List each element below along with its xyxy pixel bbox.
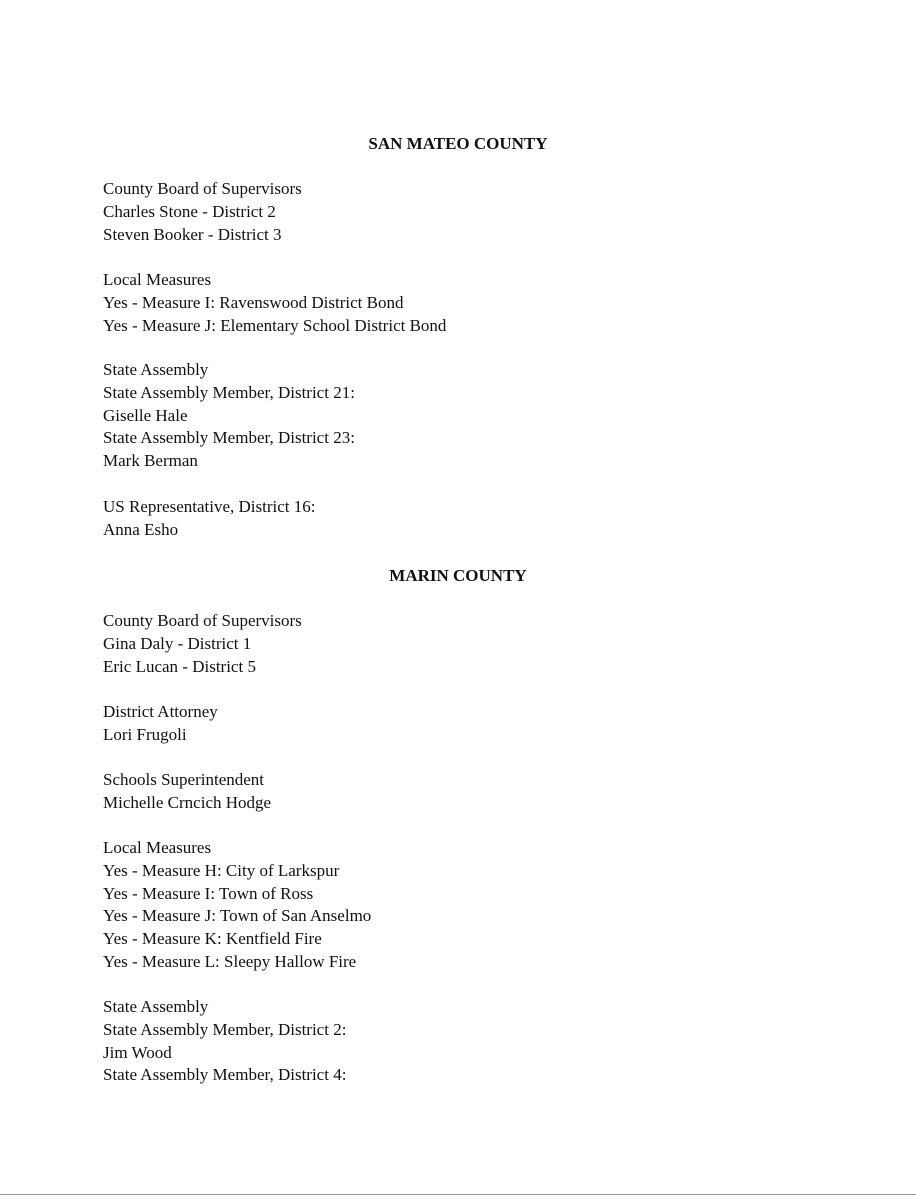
list-item: State Assembly Member, District 21: [103, 382, 355, 402]
group-marin-board-of-supervisors [103, 610, 863, 678]
group-title: County Board of Supervisors [103, 179, 302, 198]
section-heading-marin: MARIN COUNTY [389, 566, 527, 585]
group-san-mateo-board-of-supervisors [103, 178, 863, 246]
list-item: State Assembly Member, District 4: [103, 1065, 347, 1085]
group-title: State Assembly [103, 997, 209, 1016]
list-item: Yes - Measure J: Elementary School District Bond [103, 315, 447, 335]
group-title: Local Measures [103, 838, 212, 857]
group-marin-schools-superintendent [103, 769, 863, 815]
group-title: County Board of Supervisors [103, 611, 302, 630]
list-item: Michelle Crncich Hodge [103, 792, 272, 812]
list-item: Yes - Measure H: City of Larkspur [103, 860, 340, 880]
group-san-mateo-state-assembly [103, 359, 863, 473]
list-item: Giselle Hale [103, 405, 188, 425]
list-item: Steven Booker - District 3 [103, 224, 282, 244]
group-marin-district-attorney [103, 701, 863, 747]
group-title: State Assembly [103, 360, 209, 379]
page-bottom-edge [0, 1194, 916, 1200]
group-title: Local Measures [103, 270, 212, 289]
list-item: Lori Frugoli [103, 724, 187, 744]
group-san-mateo-local-measures [103, 269, 863, 337]
list-item: Yes - Measure L: Sleepy Hallow Fire [103, 951, 357, 971]
group-title: US Representative, District 16: [103, 497, 316, 516]
list-item: Yes - Measure I: Ravenswood District Bond [103, 292, 404, 312]
group-san-mateo-us-representative [103, 496, 863, 542]
list-item: State Assembly Member, District 23: [103, 428, 355, 448]
list-item: State Assembly Member, District 2: [103, 1019, 347, 1039]
list-item: Gina Daly - District 1 [103, 633, 252, 653]
group-marin-state-assembly [103, 996, 863, 1087]
list-item: Yes - Measure I: Town of Ross [103, 883, 314, 903]
group-title: District Attorney [103, 702, 218, 721]
list-item: Yes - Measure J: Town of San Anselmo [103, 906, 372, 926]
list-item: Eric Lucan - District 5 [103, 656, 256, 676]
list-item: Yes - Measure K: Kentfield Fire [103, 929, 322, 949]
group-title: Schools Superintendent [103, 770, 265, 789]
list-item: Jim Wood [103, 1042, 172, 1062]
section-heading-san-mateo: SAN MATEO COUNTY [368, 134, 548, 153]
list-item: Charles Stone - District 2 [103, 201, 276, 221]
list-item: Mark Berman [103, 451, 198, 471]
group-marin-local-measures [103, 837, 863, 974]
list-item: Anna Esho [103, 519, 179, 539]
